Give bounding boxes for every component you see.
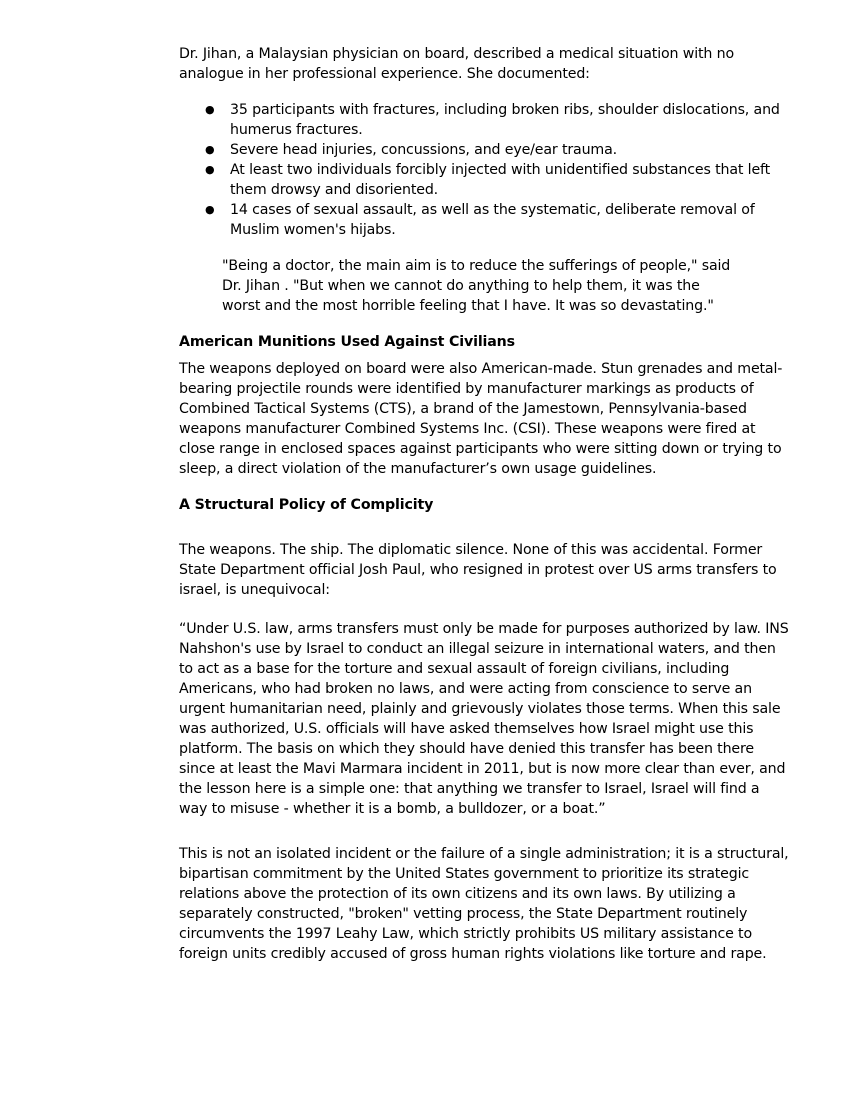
list-item-text: At least two individuals forcibly injected with unidentified substances that left them drowsy and disoriented. bbox=[230, 162, 771, 198]
bullet-icon: ● bbox=[205, 143, 215, 156]
josh-paul-quote: “Under U.S. law, arms transfers must only be made for purposes authorized by law. INS Nahshon's use by Israel to conduct an illegal seizure in international waters, and then to act as a base for the torture and sexual assault of foreign civilians, including Americans, who had broken no laws, and were acting from conscience to serve an urgent humanitarian need, plainly and grievously violates those terms. When this sale was authorized, U.S. officials will have asked themselves how Israel might use this platform. The basis on which they should have denied this transfer has been there since at least the Mavi Marmara incident in 2011, but is now more clear than ever, and the lesson here is a simple one: that anything we transfer to Israel, Israel will find a way to misuse - whether it is a bomb, a bulldozer, or a boat.” bbox=[179, 621, 789, 817]
list-item bbox=[179, 160, 791, 200]
munitions-heading: American Munitions Used Against Civilians bbox=[179, 334, 515, 350]
list-item-text: 14 cases of sexual assault, as well as the systematic, deliberate removal of Muslim women's hijabs. bbox=[230, 202, 755, 238]
list-item-text: Severe head injuries, concussions, and eye/ear trauma. bbox=[230, 142, 618, 158]
policy-heading: A Structural Policy of Complicity bbox=[179, 497, 434, 513]
bullet-icon: ● bbox=[205, 203, 215, 216]
intro-paragraph: Dr. Jihan, a Malaysian physician on board, described a medical situation with no analogue in her professional experience. She documented: bbox=[179, 46, 734, 82]
bullet-icon: ● bbox=[205, 163, 215, 176]
list-item bbox=[179, 100, 791, 140]
conclusion-paragraph: This is not an isolated incident or the failure of a single administration; it is a structural, bipartisan commitment by the United States government to prioritize its strategic relations above the protection of its own citizens and its own laws. By utilizing a separately constructed, "broken" vetting process, the State Department routinely circumvents the 1997 Leahy Law, which strictly prohibits US military assistance to foreign units credibly accused of gross human rights violations like torture and rape. bbox=[179, 846, 789, 962]
list-item bbox=[179, 200, 791, 240]
medical-findings-list bbox=[179, 100, 791, 240]
list-item-text: 35 participants with fractures, including broken ribs, shoulder dislocations, and humerus fractures. bbox=[230, 102, 780, 138]
policy-intro-paragraph: The weapons. The ship. The diplomatic silence. None of this was accidental. Former State Department official Josh Paul, who resigned in protest over US arms transfers to israel, is unequivocal: bbox=[179, 542, 777, 598]
document-page bbox=[179, 44, 791, 964]
list-item bbox=[179, 140, 791, 160]
munitions-paragraph: The weapons deployed on board were also American-made. Stun grenades and metal-bearing projectile rounds were identified by manufacturer markings as products of Combined Tactical Systems (CTS), a brand of the Jamestown, Pennsylvania-based weapons manufacturer Combined Systems Inc. (CSI). These weapons were fired at close range in enclosed spaces against participants who were sitting down or trying to sleep, a direct violation of the manufacturer’s own usage guidelines. bbox=[179, 361, 783, 477]
doctor-quote: "Being a doctor, the main aim is to reduce the sufferings of people," said Dr. Jihan . "But when we cannot do anything to help them, it was the worst and the most horrible feeling that I have. It was so devastating." bbox=[222, 258, 731, 314]
bullet-icon: ● bbox=[205, 103, 215, 116]
